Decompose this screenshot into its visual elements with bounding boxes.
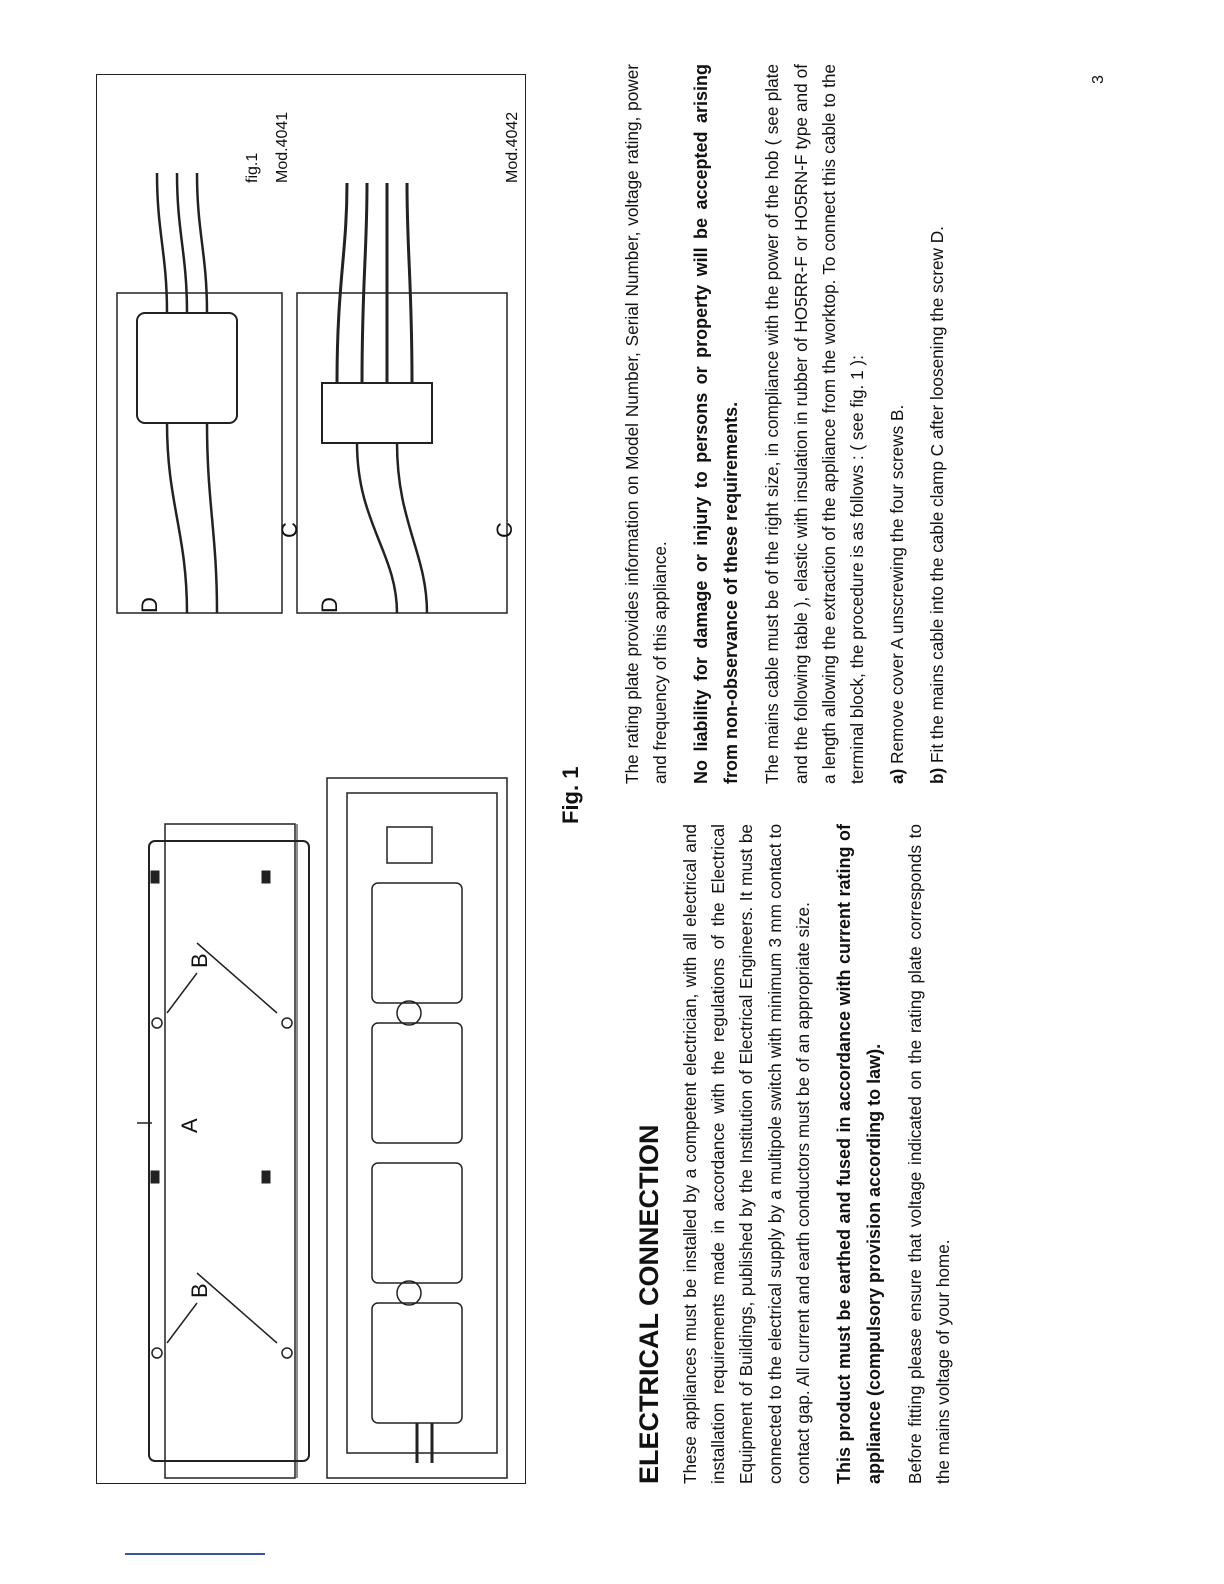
label-d1: D (137, 597, 162, 613)
label-mod4042: Mod.4042 (504, 111, 521, 183)
column-left (632, 824, 969, 1484)
figure-caption: Fig. 1 (558, 766, 583, 824)
step-a-text: Remove cover A unscrewing the four screws B. (887, 404, 908, 764)
wiring-diagram (97, 73, 527, 1483)
label-b2: B (187, 953, 212, 968)
terminal-mod4042-drawing (297, 183, 507, 613)
section-heading: ELECTRICAL CONNECTION (634, 1124, 664, 1484)
label-d2: D (317, 597, 342, 613)
scan-artifact-line (125, 1553, 265, 1555)
figure-1 (96, 74, 526, 1484)
paragraph-liability: No liability for damage or injury to persons or property will be accepted arising from non-observance of these requirements. (691, 64, 742, 784)
terminal-mod4041-drawing (117, 173, 282, 613)
cover-a-drawing (137, 824, 309, 1478)
step-a-label: a) (887, 768, 908, 784)
label-mod4041: Mod.4041 (274, 111, 291, 183)
label-a: A (177, 1118, 202, 1133)
paragraph-voltage: Before fitting please ensure that voltage indicated on the rating plate corresponds to the mains voltage of your home. (905, 824, 954, 1484)
step-b-label: b) (927, 767, 948, 784)
column-right (618, 64, 964, 784)
paragraph-rating-plate: The rating plate provides information on Model Number, Serial Number, voltage rating, power and frequency of this appliance. (622, 64, 671, 784)
step-a (883, 64, 911, 784)
hob-body-drawing (327, 778, 507, 1478)
label-c1: C (492, 522, 517, 538)
paragraph-earthing-warning: This product must be earthed and fused in accordance with current rating of appliance (compulsory provision according to law). (834, 824, 885, 1484)
step-b (923, 64, 951, 784)
label-c2: C (277, 522, 302, 538)
page-number: 3 (1090, 75, 1107, 84)
paragraph-mains-cable: The mains cable must be of the right size, in compliance with the power of the hob ( see plate and the following table ), elastic with insulation in rubber of HO5RR-F or HO5RN-F type and of a length allowing the extraction of the appliance from the worktop. To connect this cable to the terminal block, the procedure is as follows : ( see fig. 1 ): (762, 64, 868, 784)
label-b1: B (187, 1283, 212, 1298)
step-b-text: Fit the mains cable into the cable clamp C after loosening the screw D. (927, 226, 948, 763)
paragraph-installation: These appliances must be installed by a competent electrician, with all electrical and installation requirements made in accordance with the regulations of the Electrical Equipment of Buildings, published by the Institution of Electrical Engineers. It must be connected to the electrical supply by a multipole switch with minimum 3 mm contact to contact gap. All current and earth conductors must be of an appropriate size. (680, 824, 813, 1484)
label-fig1: fig.1 (244, 152, 261, 183)
